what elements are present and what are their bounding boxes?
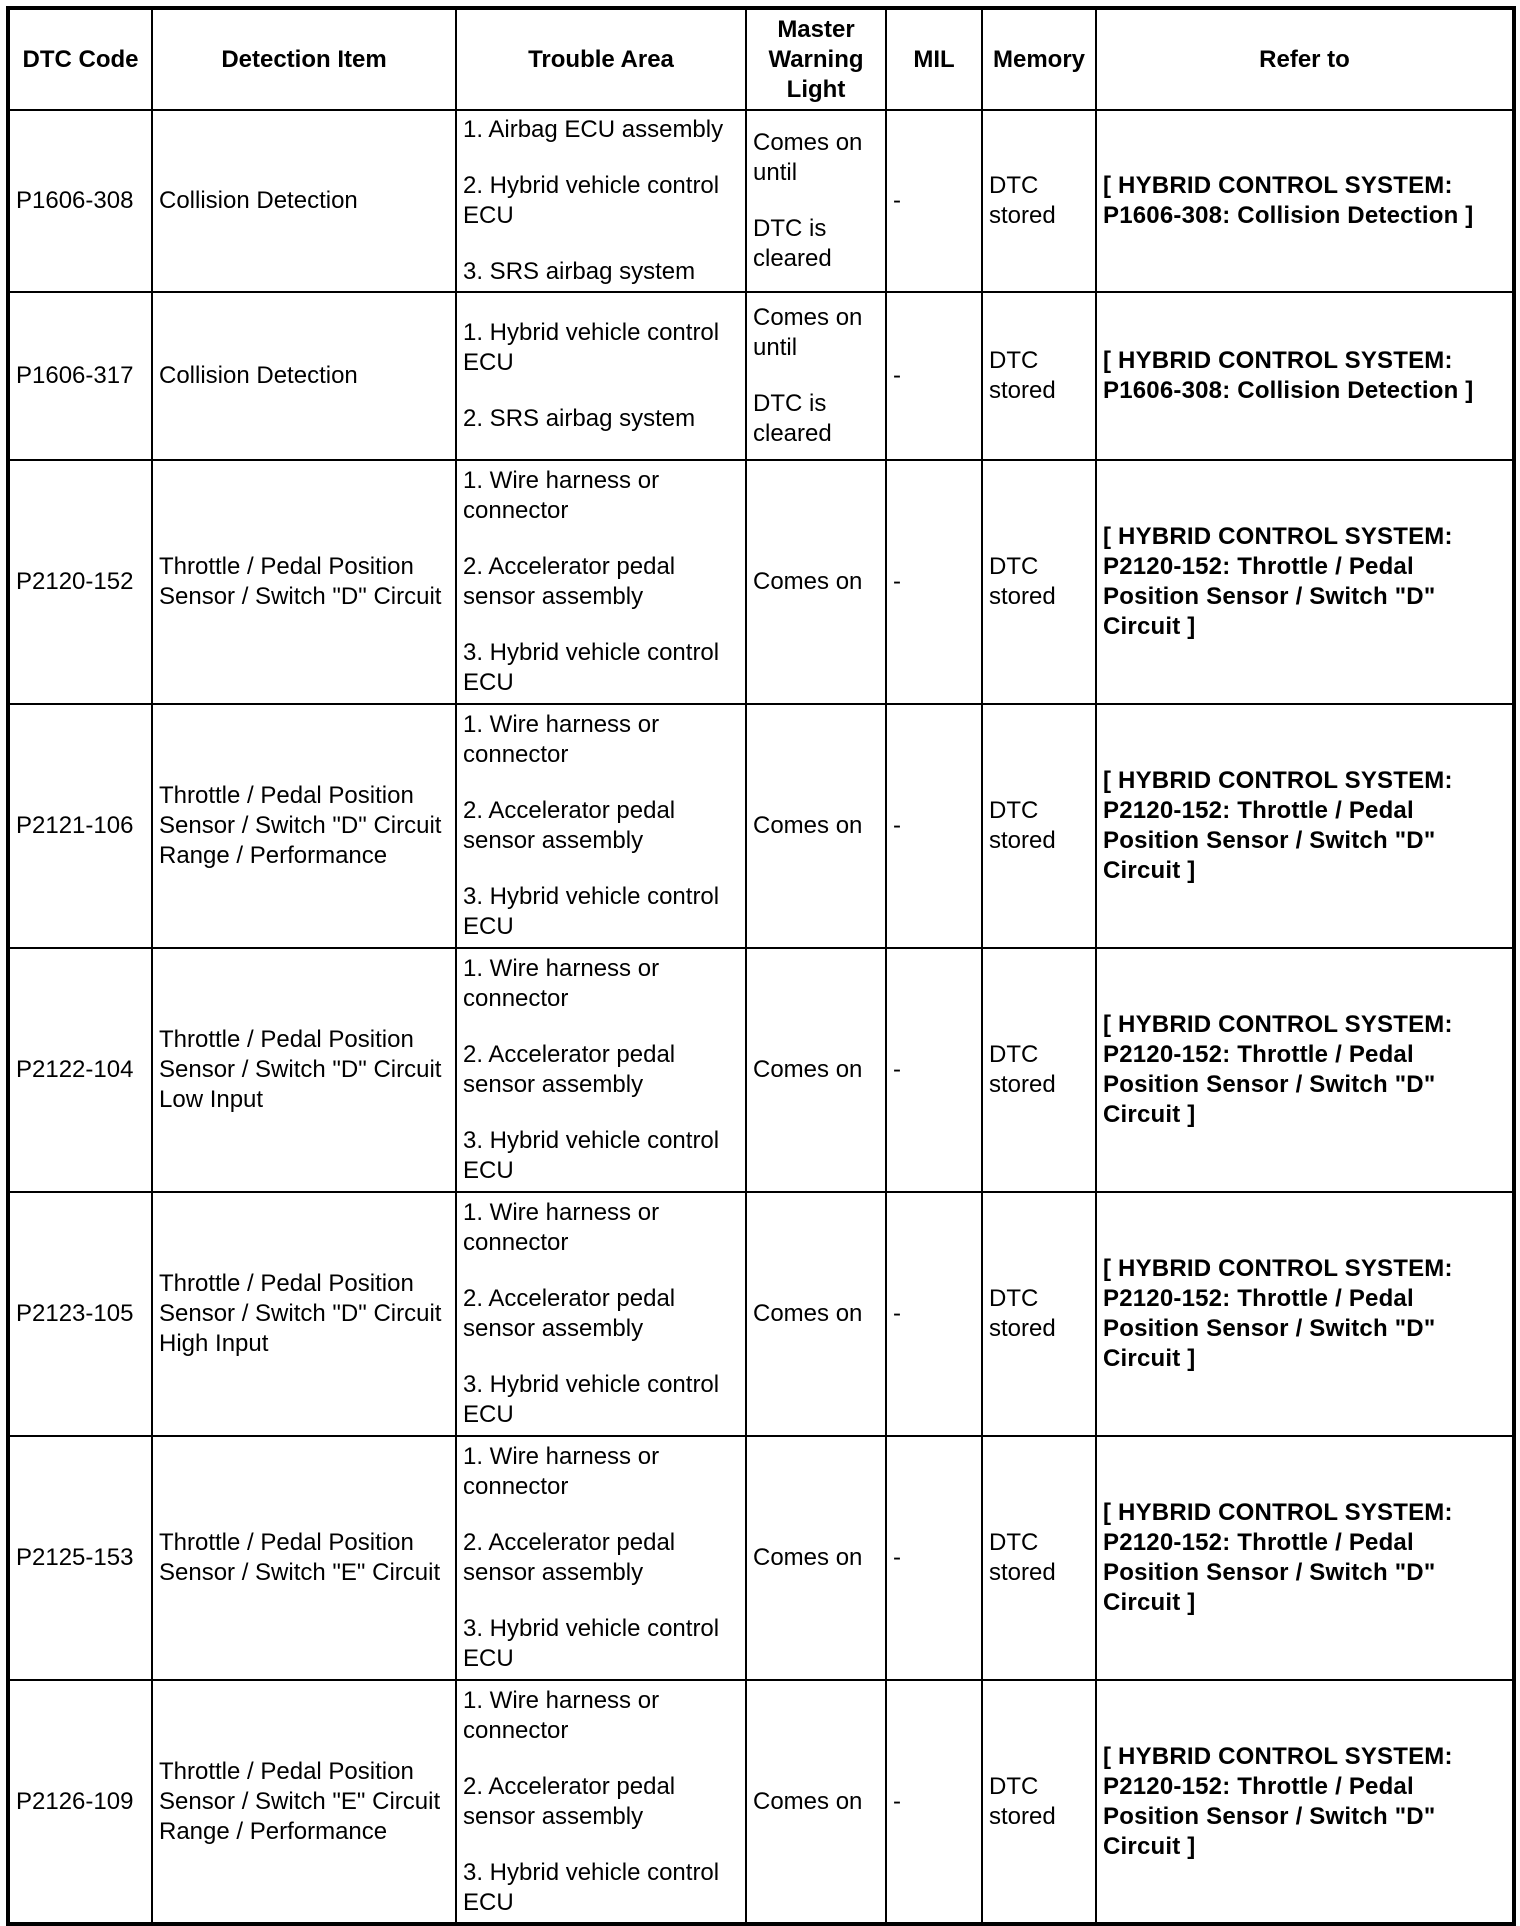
- trouble-area-item: 2. Accelerator pedal sensor assembly: [463, 1041, 676, 1098]
- warning-text: DTC is cleared: [753, 390, 832, 447]
- trouble-area-item: 3. Hybrid vehicle control ECU: [463, 1858, 720, 1916]
- trouble-area-item: 3. Hybrid vehicle control ECU: [463, 1615, 720, 1672]
- memory-cell: DTC stored: [982, 460, 1096, 704]
- mil-cell: -: [886, 1192, 982, 1436]
- refer-to-cell: [ HYBRID CONTROL SYSTEM: P2120-152: Throttle / Pedal Position Sensor / Switch "D" Circuit ]: [1096, 704, 1514, 948]
- detection-item-cell: Collision Detection: [152, 110, 456, 292]
- master-warning-light-cell: [746, 1192, 886, 1436]
- trouble-area-item: 1. Wire harness or connector: [463, 1686, 660, 1744]
- trouble-area-item: 2. Accelerator pedal sensor assembly: [463, 1285, 676, 1342]
- trouble-area-cell: [456, 1436, 746, 1680]
- table-row: [8, 110, 1514, 292]
- warning-text: DTC is cleared: [753, 215, 832, 272]
- warning-text: Comes on: [753, 812, 863, 839]
- mil-cell: -: [886, 460, 982, 704]
- dtc-code-cell: P2123-105: [8, 1192, 152, 1436]
- warning-text: Comes on until: [753, 129, 863, 186]
- detection-item-cell: Throttle / Pedal Position Sensor / Switch "D" Circuit: [152, 460, 456, 704]
- mil-cell: -: [886, 704, 982, 948]
- trouble-area-item: 3. Hybrid vehicle control ECU: [463, 1371, 720, 1428]
- refer-to-cell: [ HYBRID CONTROL SYSTEM: P1606-308: Collision Detection ]: [1096, 110, 1514, 292]
- trouble-area-item: 2. SRS airbag system: [463, 405, 696, 432]
- trouble-area-item: 2. Accelerator pedal sensor assembly: [463, 1529, 676, 1586]
- dtc-code-cell: P2122-104: [8, 948, 152, 1192]
- master-warning-light-cell: [746, 1680, 886, 1924]
- table-row: [8, 460, 1514, 704]
- mil-cell: -: [886, 1436, 982, 1680]
- trouble-area-item: 3. Hybrid vehicle control ECU: [463, 639, 720, 696]
- header-detection-item: Detection Item: [152, 8, 456, 110]
- mil-cell: -: [886, 1680, 982, 1924]
- header-mil: MIL: [886, 8, 982, 110]
- memory-cell: DTC stored: [982, 1436, 1096, 1680]
- trouble-area-item: 2. Accelerator pedal sensor assembly: [463, 553, 676, 610]
- table-row: [8, 948, 1514, 1192]
- detection-item-cell: Throttle / Pedal Position Sensor / Switch "D" Circuit Range / Performance: [152, 704, 456, 948]
- dtc-table-body: [8, 110, 1514, 1924]
- table-row: [8, 1436, 1514, 1680]
- detection-item-cell: Throttle / Pedal Position Sensor / Switch "D" Circuit High Input: [152, 1192, 456, 1436]
- trouble-area-item: 3. SRS airbag system: [463, 258, 696, 285]
- trouble-area-item: 1. Hybrid vehicle control ECU: [463, 319, 720, 376]
- refer-to-cell: [ HYBRID CONTROL SYSTEM: P1606-308: Collision Detection ]: [1096, 292, 1514, 460]
- warning-text: Comes on: [753, 568, 863, 595]
- trouble-area-cell: [456, 704, 746, 948]
- memory-cell: DTC stored: [982, 1192, 1096, 1436]
- memory-cell: DTC stored: [982, 1680, 1096, 1924]
- dtc-code-cell: P2120-152: [8, 460, 152, 704]
- master-warning-light-cell: [746, 292, 886, 460]
- refer-to-cell: [ HYBRID CONTROL SYSTEM: P2120-152: Throttle / Pedal Position Sensor / Switch "D" Circuit ]: [1096, 948, 1514, 1192]
- master-warning-light-cell: [746, 110, 886, 292]
- trouble-area-item: 2. Accelerator pedal sensor assembly: [463, 797, 676, 854]
- header-master-warning-light: Master Warning Light: [746, 8, 886, 110]
- mil-cell: -: [886, 110, 982, 292]
- memory-cell: DTC stored: [982, 110, 1096, 292]
- detection-item-cell: Collision Detection: [152, 292, 456, 460]
- header-dtc-code: DTC Code: [8, 8, 152, 110]
- trouble-area-item: 1. Wire harness or connector: [463, 1199, 660, 1256]
- trouble-area-item: 1. Wire harness or connector: [463, 1443, 660, 1500]
- header-memory: Memory: [982, 8, 1096, 110]
- master-warning-light-cell: [746, 460, 886, 704]
- trouble-area-item: 1. Wire harness or connector: [463, 711, 660, 768]
- header-trouble-area: Trouble Area: [456, 8, 746, 110]
- master-warning-light-cell: [746, 1436, 886, 1680]
- trouble-area-item: 1. Wire harness or connector: [463, 955, 660, 1012]
- trouble-area-cell: [456, 1680, 746, 1924]
- master-warning-light-cell: [746, 704, 886, 948]
- refer-to-cell: [ HYBRID CONTROL SYSTEM: P2120-152: Throttle / Pedal Position Sensor / Switch "D" Circuit ]: [1096, 1680, 1514, 1924]
- trouble-area-cell: [456, 110, 746, 292]
- trouble-area-item: 1. Airbag ECU assembly: [463, 116, 724, 143]
- detection-item-cell: Throttle / Pedal Position Sensor / Switch "E" Circuit Range / Performance: [152, 1680, 456, 1924]
- trouble-area-cell: [456, 292, 746, 460]
- refer-to-cell: [ HYBRID CONTROL SYSTEM: P2120-152: Throttle / Pedal Position Sensor / Switch "D" Circuit ]: [1096, 460, 1514, 704]
- dtc-code-cell: P2126-109: [8, 1680, 152, 1924]
- refer-to-cell: [ HYBRID CONTROL SYSTEM: P2120-152: Throttle / Pedal Position Sensor / Switch "D" Circuit ]: [1096, 1192, 1514, 1436]
- refer-to-cell: [ HYBRID CONTROL SYSTEM: P2120-152: Throttle / Pedal Position Sensor / Switch "D" Circuit ]: [1096, 1436, 1514, 1680]
- dtc-code-cell: P1606-308: [8, 110, 152, 292]
- trouble-area-item: 1. Wire harness or connector: [463, 467, 660, 524]
- trouble-area-item: 2. Accelerator pedal sensor assembly: [463, 1772, 676, 1830]
- warning-text: Comes on: [753, 1787, 863, 1815]
- warning-text: Comes on until: [753, 304, 863, 361]
- table-row: [8, 292, 1514, 460]
- header-refer-to: Refer to: [1096, 8, 1514, 110]
- table-row: [8, 1680, 1514, 1924]
- table-row: [8, 704, 1514, 948]
- detection-item-cell: Throttle / Pedal Position Sensor / Switch "D" Circuit Low Input: [152, 948, 456, 1192]
- detection-item-cell: Throttle / Pedal Position Sensor / Switch "E" Circuit: [152, 1436, 456, 1680]
- trouble-area-cell: [456, 1192, 746, 1436]
- memory-cell: DTC stored: [982, 292, 1096, 460]
- warning-text: Comes on: [753, 1300, 863, 1327]
- memory-cell: DTC stored: [982, 948, 1096, 1192]
- dtc-code-cell: P2125-153: [8, 1436, 152, 1680]
- dtc-code-cell: P1606-317: [8, 292, 152, 460]
- trouble-area-cell: [456, 460, 746, 704]
- dtc-table: [6, 6, 1516, 1926]
- trouble-area-item: 3. Hybrid vehicle control ECU: [463, 1127, 720, 1184]
- trouble-area-item: 2. Hybrid vehicle control ECU: [463, 172, 720, 229]
- trouble-area-item: 3. Hybrid vehicle control ECU: [463, 883, 720, 940]
- mil-cell: -: [886, 292, 982, 460]
- master-warning-light-cell: [746, 948, 886, 1192]
- warning-text: Comes on: [753, 1056, 863, 1083]
- warning-text: Comes on: [753, 1544, 863, 1571]
- mil-cell: -: [886, 948, 982, 1192]
- table-row: [8, 1192, 1514, 1436]
- header-row: [8, 8, 1514, 110]
- dtc-code-cell: P2121-106: [8, 704, 152, 948]
- memory-cell: DTC stored: [982, 704, 1096, 948]
- trouble-area-cell: [456, 948, 746, 1192]
